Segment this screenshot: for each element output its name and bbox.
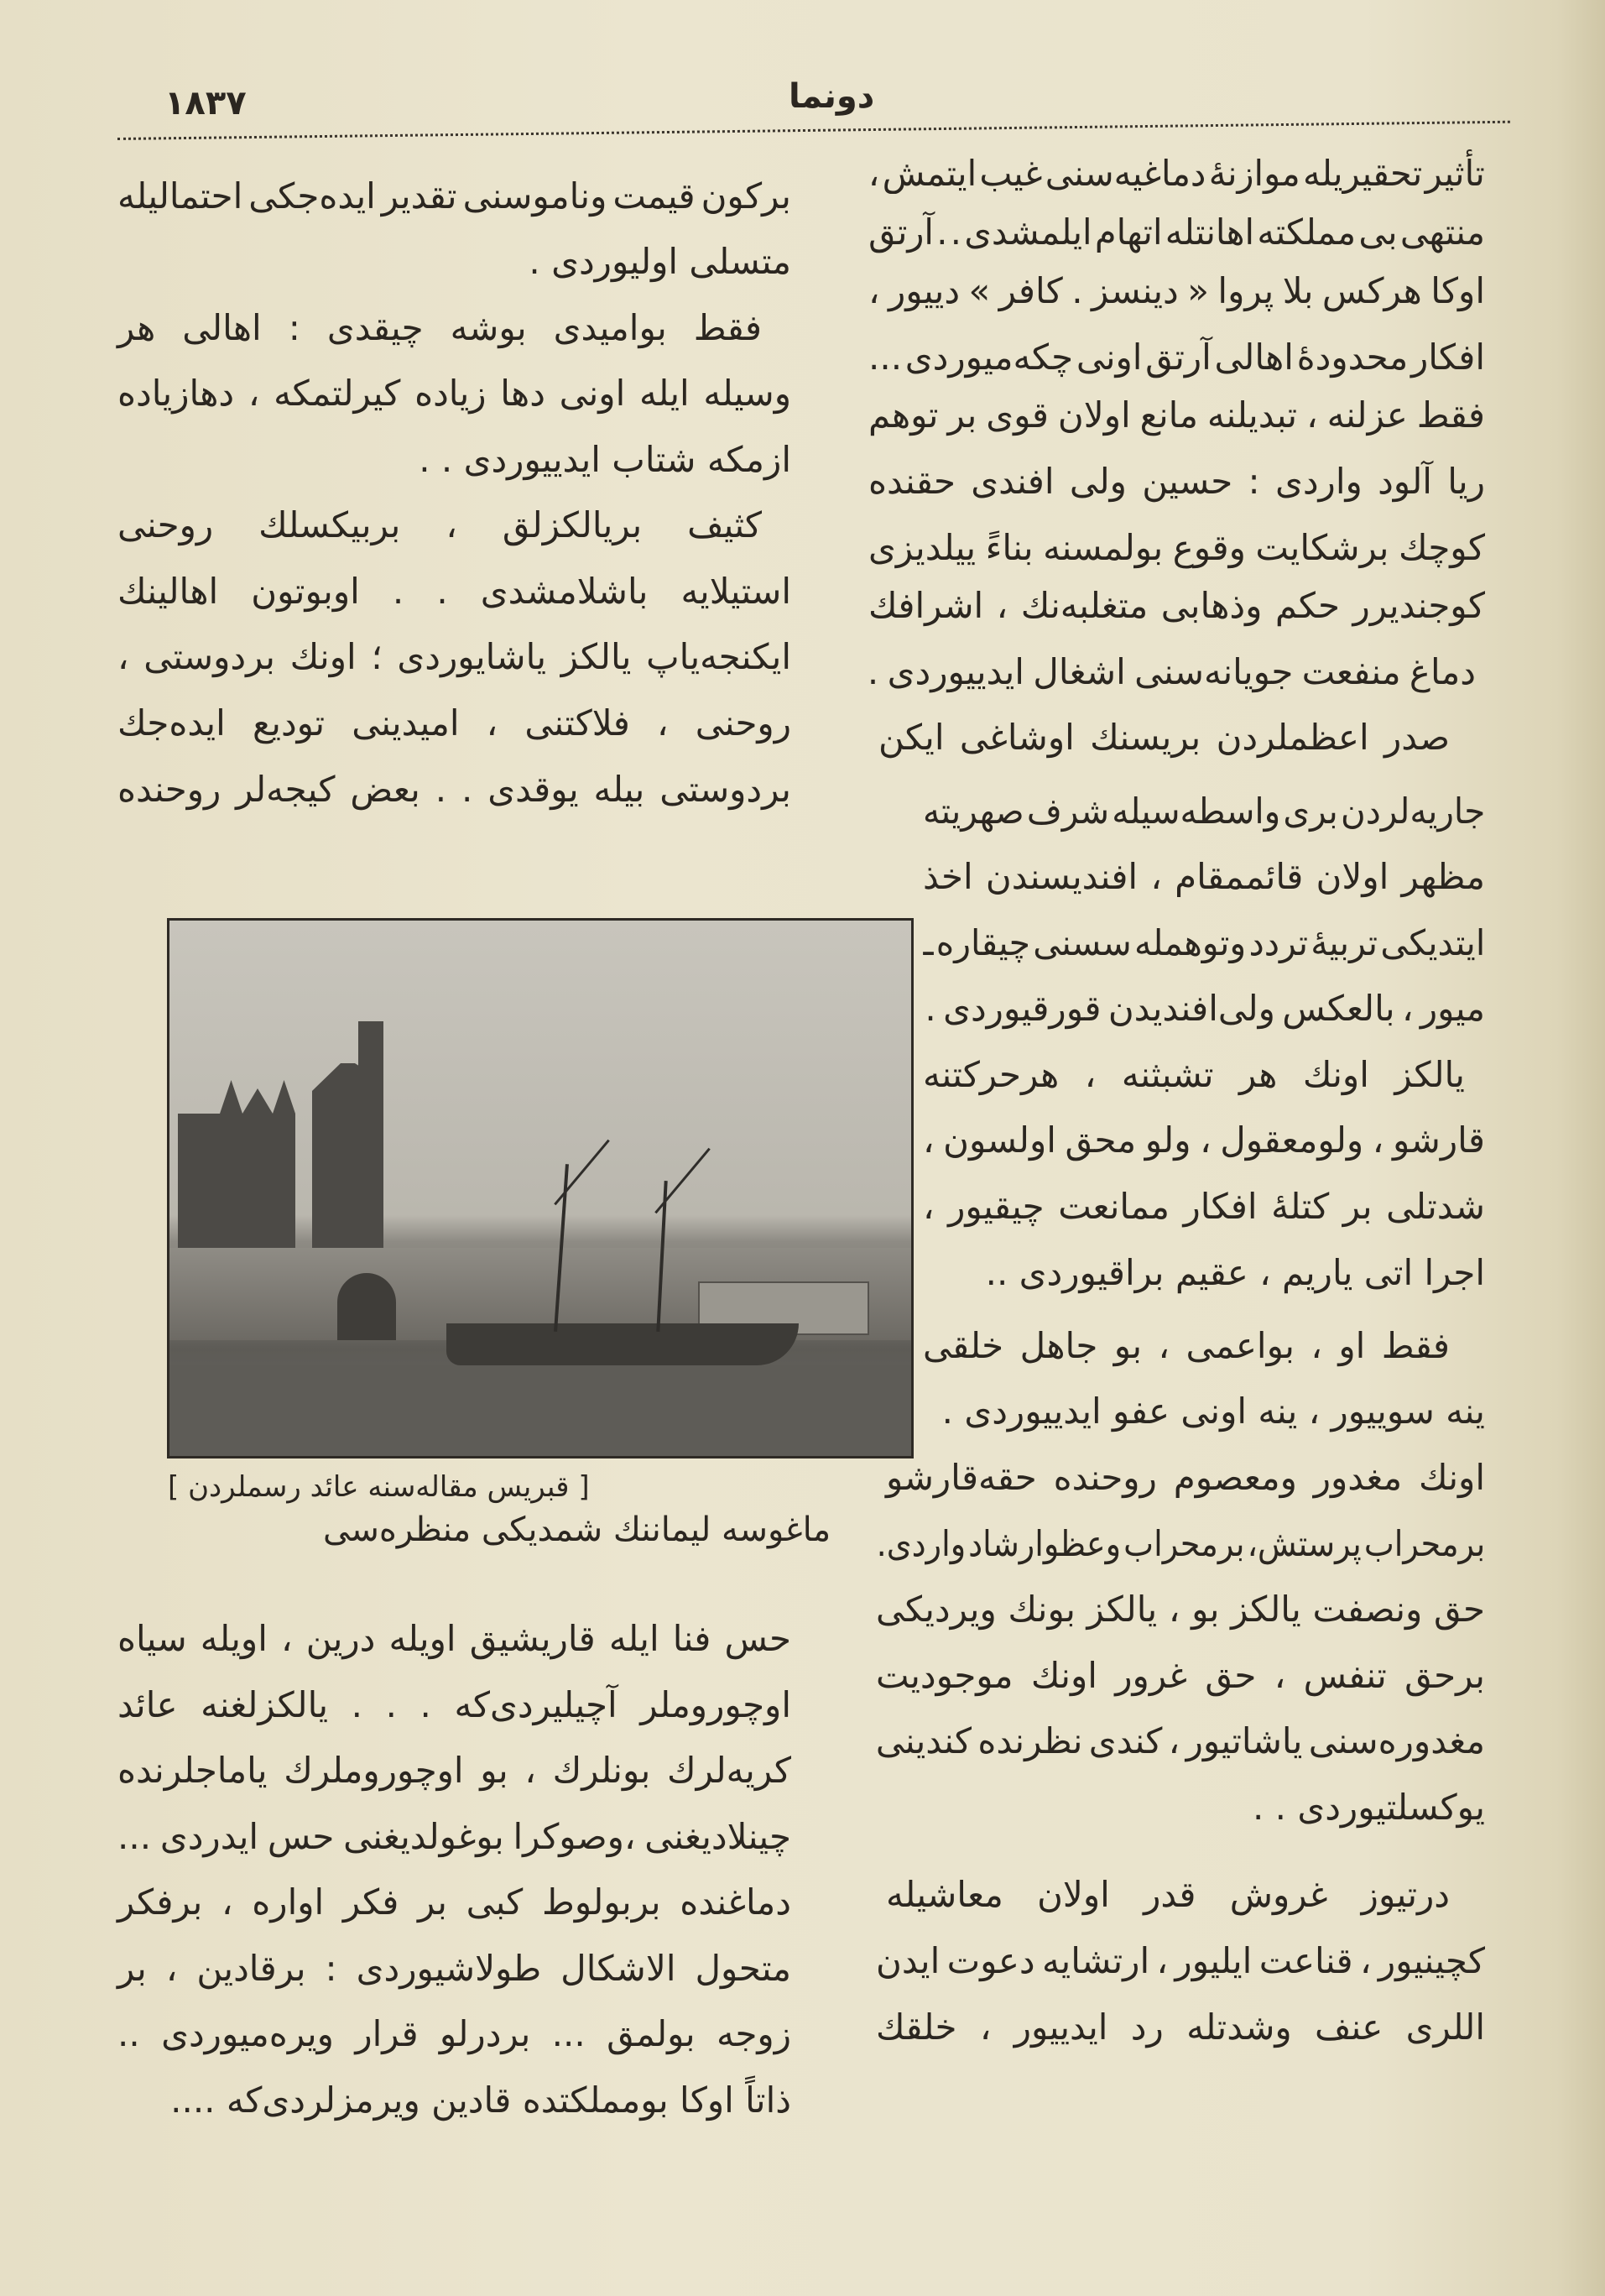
text-line: قارشو ، ولومعقول ، ولو محق اولسون ، (923, 1119, 1485, 1161)
text-line: روحنی ، فلاکتنی ، امیدینی تودیع ایده‌جك (117, 702, 791, 744)
text-line: دماغ منفعت جویانه‌سنی اشغال ایدییوردی . (867, 651, 1476, 692)
text-line: دماغنده بربولوط کبی بر فکر اواره ، برفکر (117, 1881, 791, 1923)
text-line: ینه سوییور ، ینه اونی عفو ایدییوردی . (941, 1391, 1485, 1432)
text-line (923, 788, 1485, 835)
text-line: برحق تنفس ، حق غرور اونك موجودیت (876, 1655, 1485, 1696)
text-line: مظهر اولان قائممقام ، افندیسندن اخذ (923, 856, 1485, 897)
text-line-content: برمحراب پرستش، برمحراب وعظوارشاد واردی. (876, 1523, 1485, 1564)
boat-yard (554, 1140, 610, 1206)
text-line (923, 920, 1485, 967)
text-line: شدتلی بر کتلهٔ افکار ممانعت چیقیور ، (923, 1186, 1485, 1227)
text-line: کریه‌لرك بونلرك ، بو اوچوروملرك یاماجلرنده (117, 1750, 791, 1791)
ruined-church (220, 1080, 295, 1248)
wall-arch (337, 1273, 396, 1340)
boat (446, 1323, 799, 1365)
text-line: اوکا هرکس بلا پروا « دینسز . کافر » دییور ، (868, 270, 1485, 311)
text-line: یوکسلتیوردی . . (1252, 1787, 1485, 1828)
text-line: اوچوروملر آچیلیردی‌که . . . یالکزلغنه عائد (117, 1684, 791, 1725)
figure-caption: ماغوسه لیماننك شمدیکی منظره‌سی (323, 1511, 831, 1549)
text-line (868, 209, 1485, 256)
text-line: افکار محدودهٔ اهالی آرتق اونی چکه‌میوردی ... (868, 337, 1485, 378)
church-tower (358, 1021, 383, 1105)
figure-source-note: [ قبریس مقاله‌سنه عائد رسملردن ] (168, 1470, 590, 1504)
text-line: مغدوره‌سنی یاشاتیور ، کندی نظرنده کندینی (875, 1720, 1485, 1761)
text-line: کچینیور ، قناعت ایلیور ، ارتشایه دعوت ایدن (876, 1940, 1485, 1981)
text-line: کوچك برشکایت وقوع بولمسنه بناءً ییلدیزی (868, 527, 1485, 568)
text-line-content: جاریه‌لردن بری واسطه‌سیله شرف صهریته (922, 791, 1485, 832)
text-line: فقط او ، بواعمی ، بو جاهل خلقی (923, 1325, 1450, 1366)
text-line: زوجه بولمق ... بردرلو قرار ویره‌میوردی .. (117, 2013, 791, 2054)
running-title: دونما (789, 77, 875, 116)
text-line: فقط بوامیدی بوشه چیقدی : اهالی هر (117, 307, 762, 348)
page-number: ١٨٣٧ (164, 84, 247, 123)
text-line: اونك مغدور ومعصوم روحنده حقه‌قارشو (886, 1457, 1485, 1498)
text-line (876, 1521, 1485, 1568)
harbor-photo (167, 918, 914, 1458)
text-line: حق ونصفت یالکز بو ، یالکز بونك ویردیکی (876, 1589, 1485, 1630)
text-line: صدر اعظملردن بریسنك اوشاغی ایکن (878, 717, 1450, 758)
text-line: بردوستی بیله یوقدی . . بعض کیجه‌لر روحنده (117, 769, 791, 810)
text-line: اجرا اتی یاریم ، عقیم براقیوردی .. (985, 1252, 1485, 1293)
text-line: وسیله ایله اونی دها زیاده کیرلتمکه ، دهازیاده (117, 373, 791, 414)
text-line-content: تأثیر تحقیریله موازنهٔ دماغیه‌سنی غیب ایتمش ، (868, 153, 1485, 194)
text-line: ریا آلود واردی : حسین ولی افندی حقنده (868, 461, 1485, 502)
text-line: فقط عزلنه ، تبدیلنه مانع اولان قوی بر توهم (868, 394, 1485, 436)
text-line: متسلی اولیوردی . (529, 241, 791, 282)
text-line: استیلایه باشلامشدی . . اوبوتون اهالینك (117, 571, 791, 612)
text-line: ذاتاً اوکا بومملکتده قادین ویرمزلردی‌که .... (170, 2079, 791, 2121)
text-line: کوجندیرر حکم وذهابی متغلبه‌نك ، اشرافك (868, 585, 1485, 626)
text-line: حس فنا ایله قاریشیق اویله درین ، اویله سیاه (117, 1618, 791, 1659)
text-line: درتیوز غروش قدر اولان معاشیله (886, 1874, 1450, 1915)
text-line: ازمکه شتاب ایدییوردی . . (419, 439, 791, 480)
text-line: یالکز اونك هر تشبثنه ، هرحرکتنه (923, 1054, 1465, 1095)
text-line-content: منتهی بی مملکته اهانتله اتهام ایلمشدی . . آرتق (868, 211, 1485, 253)
text-line: ایکنجه‌یاپ یالکز یاشایوردی ؛ اونك بردوستی ، (117, 636, 791, 677)
text-line: چینلادیغنی ،وصوکرا بوغولدیغنی حس ایدردی ... (117, 1816, 791, 1857)
text-line: کثیف بریالکزلق ، بربیکسلك روحنی (117, 504, 762, 545)
text-line: میور ، بالعکس ولی‌افندیدن قورقیوردی . (925, 988, 1485, 1029)
header-rule (117, 121, 1510, 140)
text-line-content: ایتدیکی تربیهٔ تردد وتوهمله سسنی چیقاره ـ (923, 922, 1485, 963)
text-line: اللری عنف وشدتله رد ایدییور ، خلقك (876, 2006, 1485, 2048)
water (169, 1365, 911, 1456)
boat-yard (654, 1148, 711, 1214)
text-line (868, 150, 1485, 197)
text-line: برکون قیمت وناموسنی تقدیر ایده‌جکی احتمالیله (117, 175, 791, 217)
text-line: متحول الاشکال طولاشیوردی : برقادین ، بر (117, 1948, 791, 1989)
